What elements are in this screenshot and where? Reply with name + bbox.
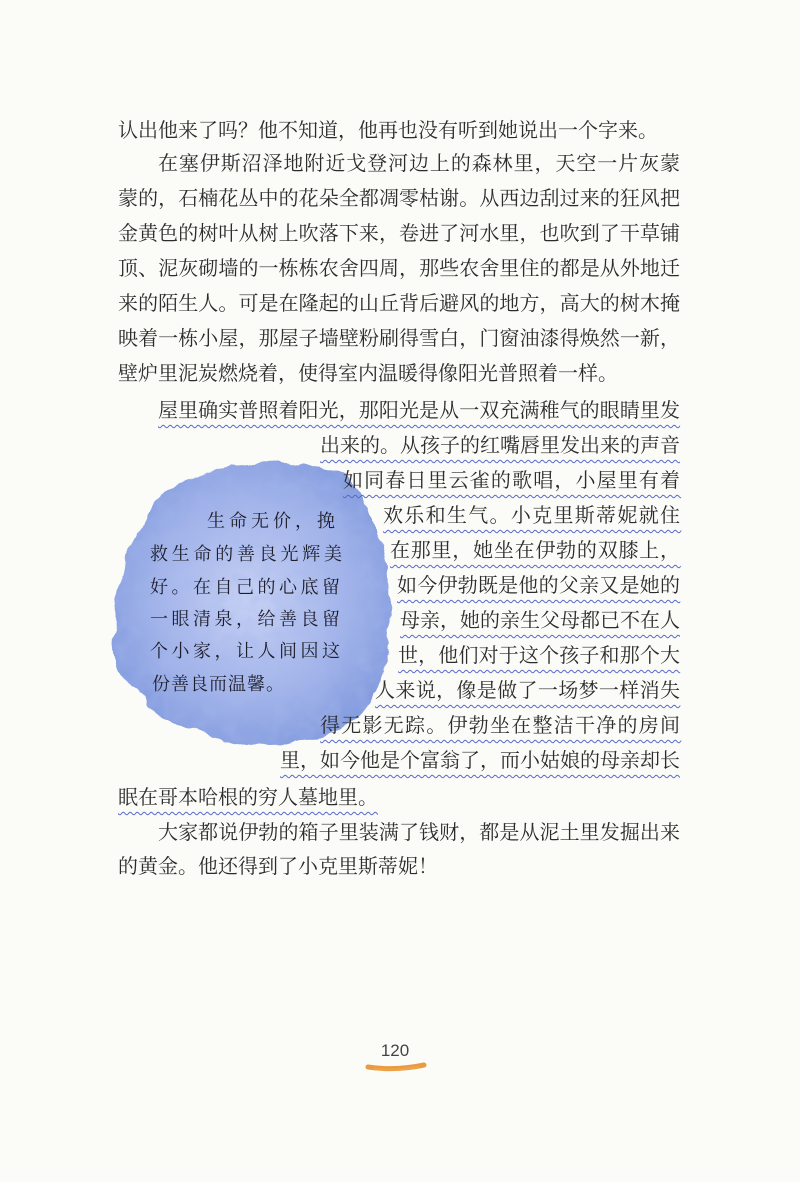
side-note-line: 生命无价，挽 bbox=[207, 511, 339, 532]
text-line: 大家都说伊勃的箱子里装满了钱财，都是从泥土里发掘出来 bbox=[158, 820, 681, 844]
text-line: 金黄色的树叶从树上吹落下来，卷进了河水里，也吹到了干草铺 bbox=[118, 221, 681, 245]
text-line: 在塞伊斯沼泽地附近戈登河边上的森林里，天空一片灰蒙 bbox=[158, 151, 681, 175]
underlined-text-line: 出来的。从孩子的红嘴唇里发出来的声音 bbox=[320, 433, 680, 457]
text-line: 认出他来了吗？他不知道，他再也没有听到她说出一个字来。 bbox=[118, 118, 658, 142]
side-note-line: 份善良而温馨。 bbox=[152, 674, 285, 695]
page-number-brush-stroke bbox=[360, 1058, 432, 1076]
underlined-text-line: 母亲，她的亲生父母都已不在人 bbox=[400, 608, 680, 632]
underlined-text-line: 里，如今他是个富翁了，而小姑娘的母亲却长 bbox=[280, 748, 680, 772]
side-note-line: 救生命的善良光辉美 bbox=[150, 544, 346, 565]
underlined-text-line: 如同春日里云雀的歌唱，小屋里有着 bbox=[343, 468, 682, 492]
text-line: 来的陌生人。可是在隆起的山丘背后避风的地方，高大的树木掩 bbox=[118, 291, 681, 315]
underlined-text-line: 世，他们对于这个孩子和那个大 bbox=[398, 643, 681, 667]
underlined-text-line: 得无影无踪。伊勃坐在整洁干净的房间 bbox=[320, 713, 682, 737]
underlined-text-line: 在那里，她坐在伊勃的双膝上， bbox=[390, 538, 681, 562]
underlined-text-line: 欢乐和生气。小克里斯蒂妮就住 bbox=[383, 503, 682, 527]
text-line: 壁炉里泥炭燃烧着，使得室内温暖得像阳光普照着一样。 bbox=[118, 361, 618, 385]
underlined-text-line: 人来说，像是做了一场梦一样消失 bbox=[375, 678, 681, 702]
text-line: 蒙的，石楠花丛中的花朵全都凋零枯谢。从西边刮过来的狂风把 bbox=[118, 186, 681, 210]
underlined-text-line: 屋里确实普照着阳光，那阳光是从一双充满稚气的眼睛里发 bbox=[158, 398, 681, 422]
underlined-text-line: 眠在哥本哈根的穷人墓地里。 bbox=[118, 785, 378, 809]
text-line: 的黄金。他还得到了小克里斯蒂妮！ bbox=[118, 854, 438, 878]
side-note-line: 好。在自己的心底留 bbox=[150, 577, 344, 598]
text-line: 顶、泥灰砌墙的一栋栋农舍四周，那些农舍里住的都是从外地迁 bbox=[118, 256, 681, 280]
underlined-text-line: 如今伊勃既是他的父亲又是她的 bbox=[397, 573, 681, 597]
page-number: 120 bbox=[380, 1041, 410, 1060]
side-note-line: 个小家，让人间因这 bbox=[150, 641, 344, 662]
text-line: 映着一栋小屋，那屋子墙壁粉刷得雪白，门窗油漆得焕然一新， bbox=[118, 326, 681, 350]
side-note-line: 一眼清泉，给善良留 bbox=[150, 609, 344, 630]
